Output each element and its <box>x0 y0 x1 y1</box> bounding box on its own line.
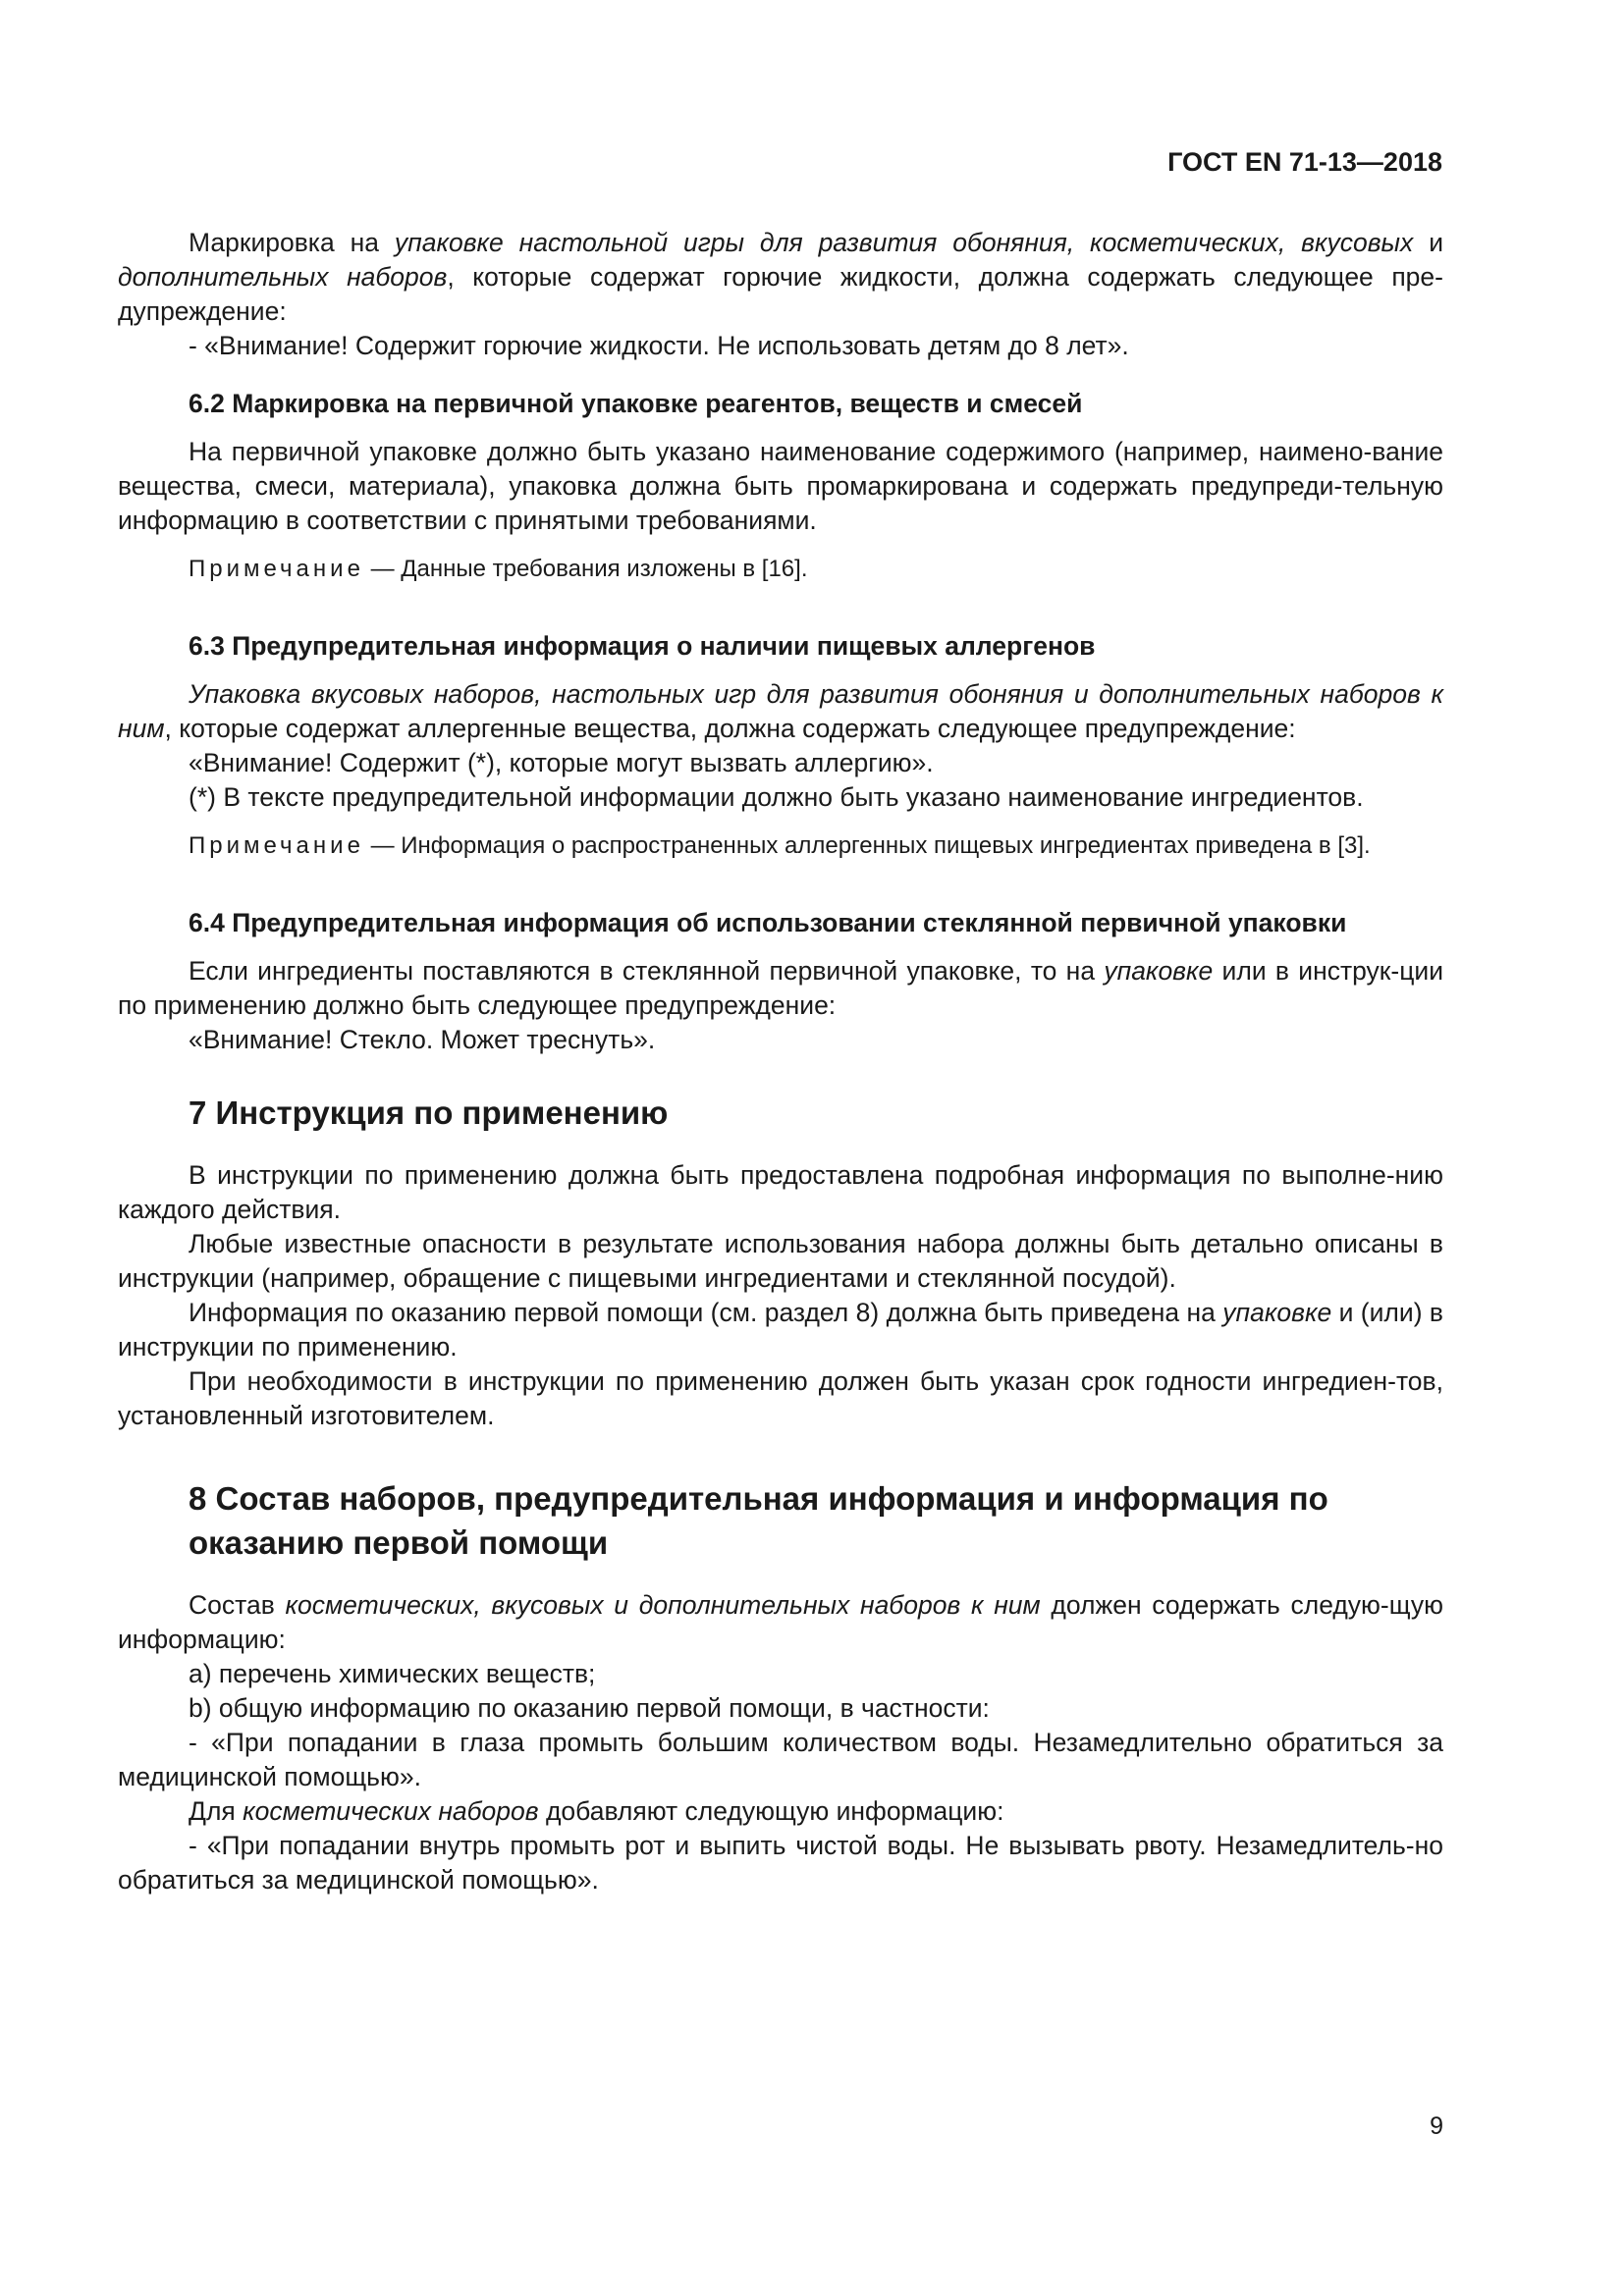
section-6-2-paragraph: На первичной упаковке должно быть указано наименование содержимого (например, наимено-вание вещества, смеси, материала), упаковка должна быть промаркирована и содержать предупреди-тельную информацию в соответствии с принятыми требованиями. <box>118 437 1443 535</box>
intro-paragraph: Маркировка на упаковке настольной игры для развития обоняния, косметических, вкусовых и дополнительных наборов, которые содержат горючие жидкости, должна содержать следующее пре-дупреждение: <box>118 228 1444 326</box>
section-7-heading: 7 Инструкция по применению <box>189 1095 669 1131</box>
section-8-heading: 8 Состав наборов, предупредительная информация и информация по оказанию первой помощи <box>189 1480 1328 1561</box>
section-7-paragraph-4: При необходимости в инструкции по применению должен быть указан срок годности ингредиен-тов, установленный изготовителем. <box>118 1366 1443 1430</box>
section-6-3-asterisk-note: (*) В тексте предупредительной информации должно быть указано наименование ингредиентов. <box>189 782 1364 812</box>
section-8-paragraph-2: Для косметических наборов добавляют следующую информацию: <box>189 1796 1004 1826</box>
section-6-4-heading: 6.4 Предупредительная информация об использовании стеклянной первичной упаковки <box>189 908 1347 937</box>
section-8-warning-2: - «При попадании внутрь промыть рот и выпить чистой воды. Не вызывать рвоту. Незамедлитель-но обратиться за медицинской помощью». <box>118 1831 1443 1895</box>
section-8-warning-1: - «При попадании в глаза промыть большим количеством воды. Незамедлительно обратиться за медицинской помощью». <box>118 1728 1443 1791</box>
section-6-2-note: Примечание — Данные требования изложены в [16]. <box>189 556 808 582</box>
section-7-paragraph-2: Любые известные опасности в результате использования набора должны быть детально описаны в инструкции (например, обращение с пищевыми ингредиентами и стеклянной посудой). <box>118 1229 1443 1293</box>
section-6-4-paragraph: Если ингредиенты поставляются в стеклянной первичной упаковке, то на упаковке или в инструк-ции по применению должно быть следующее предупреждение: <box>118 956 1443 1020</box>
document-body <box>118 226 1443 1897</box>
document-code: ГОСТ EN 71-13—2018 <box>1167 147 1442 177</box>
section-6-3-warning: «Внимание! Содержит (*), которые могут вызвать аллергию». <box>189 748 934 777</box>
section-8-item-a: a) перечень химических веществ; <box>189 1659 596 1688</box>
section-6-3-paragraph: Упаковка вкусовых наборов, настольных игр для развития обоняния и дополнительных наборов к ним, которые содержат аллергенные вещества, должна содержать следующее предупреждение: <box>118 679 1443 743</box>
section-7-paragraph-3: Информация по оказанию первой помощи (см. раздел 8) должна быть приведена на упаковке и (или) в инструкции по применению. <box>118 1298 1443 1362</box>
page-number: 9 <box>1430 2112 1443 2140</box>
section-8-item-b: b) общую информацию по оказанию первой помощи, в частности: <box>189 1693 990 1723</box>
section-6-4-warning: «Внимание! Стекло. Может треснуть». <box>189 1025 656 1054</box>
section-6-2-heading: 6.2 Маркировка на первичной упаковке реагентов, веществ и смесей <box>189 389 1083 418</box>
section-7-paragraph-1: В инструкции по применению должна быть предоставлена подробная информация по выполне-нию каждого действия. <box>118 1160 1443 1224</box>
section-8-paragraph-1: Состав косметических, вкусовых и дополнительных наборов к ним должен содержать следую-щую информацию: <box>118 1590 1443 1654</box>
note-label: Примечание <box>189 832 364 859</box>
note-label: Примечание <box>189 556 364 582</box>
section-6-3-note: Примечание — Информация о распространенных аллергенных пищевых ингредиентах приведена в [3]. <box>189 832 1371 859</box>
section-6-3-heading: 6.3 Предупредительная информация о наличии пищевых аллергенов <box>189 631 1096 661</box>
intro-warning: - «Внимание! Содержит горючие жидкости. Не использовать детям до 8 лет». <box>189 331 1129 360</box>
